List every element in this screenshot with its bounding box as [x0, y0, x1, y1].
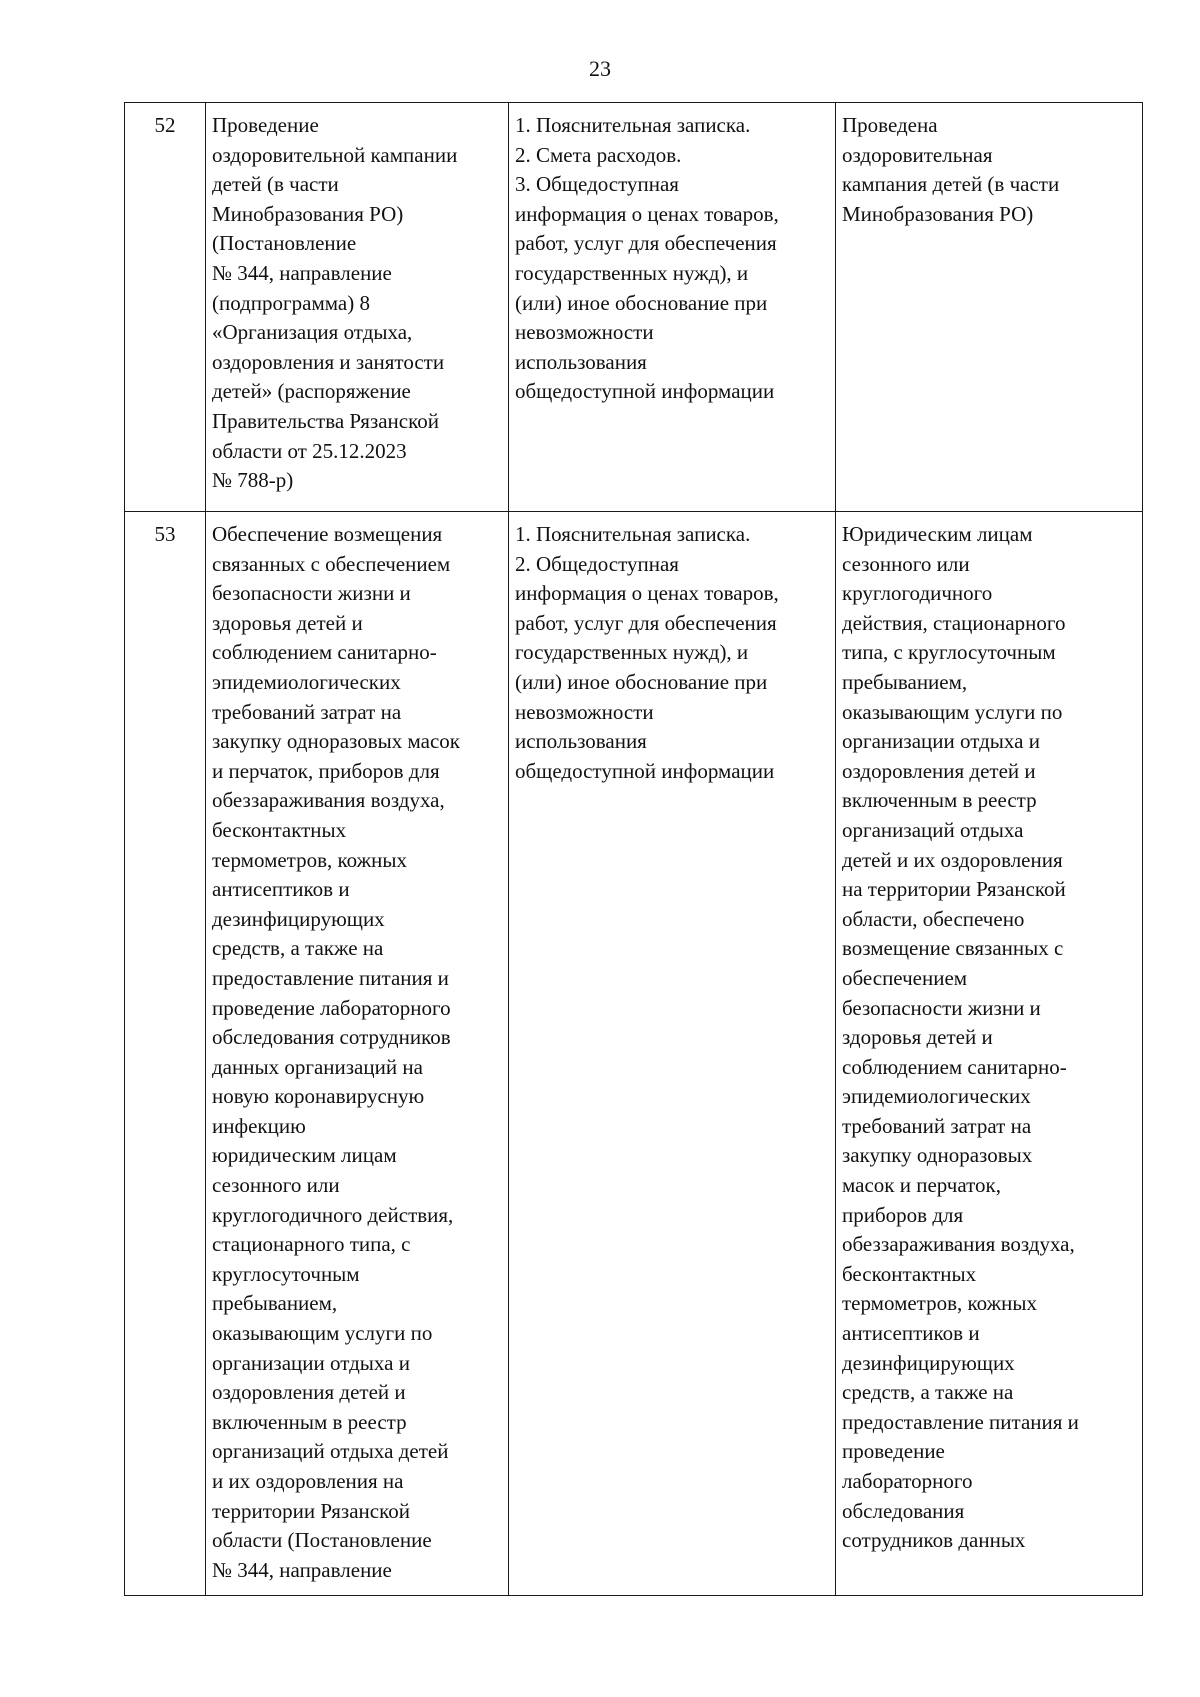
document-table [124, 102, 1143, 1596]
result-cell: Проведена оздоровительная кампания детей (в части Минобразования РО) [836, 103, 1143, 512]
row-number: 53 [125, 512, 206, 1596]
result-cell: Юридическим лицам сезонного или круглогодичного действия, стационарного типа, с круглосуточным пребыванием, оказывающим услуги по организации отдыха и оздоровления детей и включенным в реестр организаций отдыха детей и их оздоровления на территории Рязанской области, обеспечено возмещение связанных с обеспечением безопасности жизни и здоровья детей и соблюдением санитарно- эпидемиологических требований затрат на закупку одноразовых масок и перчаток, приборов для обеззараживания воздуха, бесконтактных термометров, кожных антисептиков и дезинфицирующих средств, а также на предоставление питания и проведение лабораторного обследования сотрудников данных [836, 512, 1143, 1596]
documents-cell: 1. Пояснительная записка. 2. Смета расходов. 3. Общедоступная информация о ценах товаров, работ, услуг для обеспечения государственных нужд), и (или) иное обоснование при невозможности использования общедоступной информации [509, 103, 836, 512]
row-number: 52 [125, 103, 206, 512]
documents-cell: 1. Пояснительная записка. 2. Общедоступная информация о ценах товаров, работ, услуг для обеспечения государственных нужд), и (или) иное обоснование при невозможности использования общедоступной информации [509, 512, 836, 1596]
page-number: 23 [589, 56, 611, 81]
table-row [125, 103, 1143, 512]
measure-name-cell: Обеспечение возмещения связанных с обеспечением безопасности жизни и здоровья детей и соблюдением санитарно- эпидемиологических требований затрат на закупку одноразовых масок и перчаток, приборов для обеззараживания воздуха, бесконтактных термометров, кожных антисептиков и дезинфицирующих средств, а также на предоставление питания и проведение лабораторного обследования сотрудников данных организаций на новую коронавирусную инфекцию юридическим лицам сезонного или круглогодичного действия, стационарного типа, с круглосуточным пребыванием, оказывающим услуги по организации отдыха и оздоровления детей и включенным в реестр организаций отдыха детей и их оздоровления на территории Рязанской области (Постановление № 344, направление [206, 512, 509, 1596]
table-row [125, 512, 1143, 1596]
measure-name-cell: Проведение оздоровительной кампании детей (в части Минобразования РО) (Постановление № 344, направление (подпрограмма) 8 «Организация отдыха, оздоровления и занятости детей» (распоряжение Правительства Рязанской области от 25.12.2023 № 788-р) [206, 103, 509, 512]
